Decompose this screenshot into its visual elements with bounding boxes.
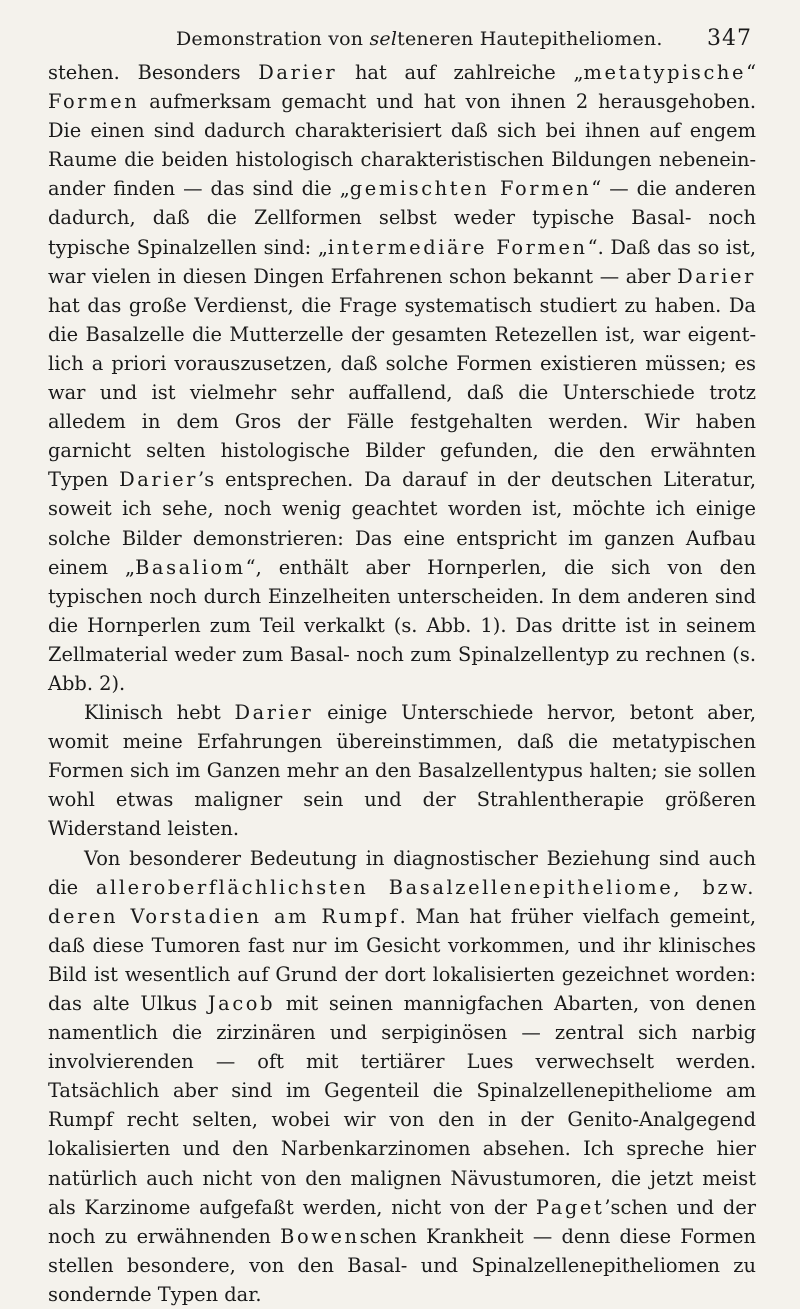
text-segment: “. Daß das so ist, war vielen in diesen Dingen Erfahrenen schon bekannt — aber [48, 235, 757, 288]
spaced-emphasis-text: Bowen [280, 1224, 360, 1248]
text-segment: “, enthält aber Hornperlen, die sich von den typischen noch durch Einzelheiten unterscheiden. In dem anderen sind die Hornperlen zum Teil verkalkt (s. Abb. 1). Das dritte ist in seinem Zellmaterial weder zum Basal- noch zum Spinalzellentyp zu rechnen (s. Abb. 2). [48, 555, 756, 695]
paragraph [48, 58, 756, 698]
running-title-part1: Demonstration von [176, 28, 370, 50]
text-segment: . Man hat früher vielfach gemeint, daß diese Tumoren fast nur im Gesicht vorkommen, und ihr klinisches Bild ist wesentlich auf Grund der dort lokalisierten gezeichnet worden: das alte Ulkus [48, 904, 756, 1015]
book-page [48, 26, 757, 1306]
running-title [176, 26, 663, 52]
spaced-emphasis-text: Basaliom [135, 555, 246, 579]
running-title-part2: teneren Hautepitheliomen. [397, 28, 663, 50]
spaced-emphasis-text: intermediäre Formen [327, 235, 588, 259]
text-segment: hat auf zahlreiche „ [337, 61, 584, 84]
spaced-emphasis-text: Paget [535, 1195, 605, 1219]
spaced-emphasis-text: Darier [258, 61, 338, 84]
text-segment: “ — die anderen dadurch, daß die Zellformen selbst weder typische Basal- noch typische Spinalzellen sind: „ [48, 177, 756, 259]
text-segment: ’s entsprechen. Da darauf in der deutschen Literatur, soweit ich sehe, noch wenig geachtet worden ist, möchte ich einige solche Bilder demonstrieren: Das eine entspricht im ganzen Aufbau einem „ [48, 468, 756, 579]
text-segment: einige Unterschiede hervor, betont aber, womit meine Erfahrungen übereinstimmen, daß die metatypischen Formen sich im Ganzen mehr an den Basalzellentypus halten; sie sollen wohl etwas maligner sein und der Strahlentherapie größeren Widerstand leisten. [48, 701, 756, 841]
spaced-emphasis-text: Jacob [207, 992, 276, 1015]
spaced-emphasis-text: gemischten Formen [349, 177, 592, 201]
text-segment: Von besonderer Bedeutung in diagnostischer Beziehung sind auch die [48, 846, 756, 899]
running-title-italic: sel [369, 28, 398, 50]
text-segment: stehen. Besonders [48, 61, 259, 84]
text-segment: mit seinen mannigfachen Abarten, von denen namentlich die zirzinären und serpiginösen — zentral sich narbig involvierenden — oft mit tertiärer Lues verwechselt werden. Tatsächlich aber sind im Gegenteil die Spinalzellenepitheliome am Rumpf recht selten, wobei wir von den in der Genito-Analgegend lokalisierten und den Narbenkarzinomen absehen. Ich spreche hier natürlich auch nicht von den malignen Nävustumoren, die jetzt meist als Karzinome aufgefaßt werden, nicht von der [48, 992, 756, 1219]
spaced-emphasis-text: alleroberflächlichsten Basalzellenepitheliome, bzw. deren Vorstadien am Rumpf [48, 875, 756, 928]
page-number: 347 [707, 26, 752, 51]
text-segment: Klinisch hebt [84, 701, 235, 725]
body-text [48, 58, 756, 1309]
spaced-emphasis-text: Darier [677, 264, 756, 288]
text-segment: “ [746, 61, 756, 84]
spaced-emphasis-text: Darier [119, 468, 199, 492]
spaced-emphasis-text: Darier [234, 701, 314, 725]
spaced-emphasis-text: Formen [48, 90, 140, 114]
text-segment: hat das große Verdienst, die Frage systematisch studiert zu haben. Da die Basalzelle die Mutterzelle der gesamten Retezellen ist, war eigentlich a priori vorauszusetzen, daß solche Formen existieren müssen; es war und ist vielmehr sehr auffallend, daß die Unterschiede trotz alledem in dem Gros der Fälle festgehalten werden. Wir haben garnicht selten histologische Bilder gefunden, die den erwähnten Typen [48, 293, 756, 492]
text-segment: aufmerksam gemacht und hat von ihnen 2 herausgehoben. Die einen sind dadurch charakterisiert daß sich bei ihnen auf engem Raume die beiden histologisch charakteristischen Bildungen nebeneinander finden — das sind die „ [48, 90, 756, 201]
text-segment: ’schen und der noch zu erwähnenden [48, 1195, 756, 1248]
spaced-emphasis-text: metatypische [583, 61, 747, 84]
running-header [48, 26, 756, 52]
paragraph [48, 844, 756, 1309]
paragraph [48, 698, 756, 843]
text-segment: schen Krankheit — denn diese Formen stellen besondere, von den Basal- und Spinalzellenepitheliomen zu sondernde Typen dar. [48, 1224, 756, 1306]
